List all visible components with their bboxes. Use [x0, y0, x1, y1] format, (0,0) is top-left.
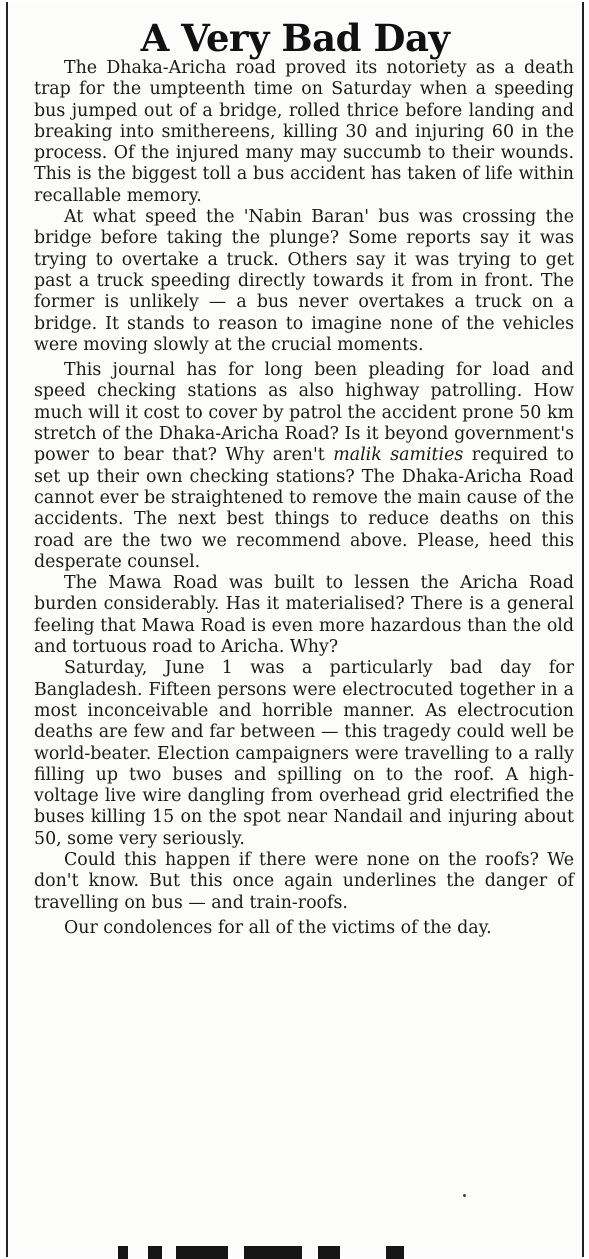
- italic-term: malik samities: [333, 445, 464, 466]
- print-speck: [463, 1194, 466, 1197]
- paragraph: Could this happen if there were none on the roofs? We don't know. But this once again underlines the danger of travelling on bus — and train-roofs.: [34, 849, 574, 913]
- editorial-body: [34, 58, 574, 939]
- paragraph: The Dhaka-Aricha road proved its notoriety as a death trap for the umpteenth time on Saturday when a speeding bus jumped out of a bridge, rolled thrice before landing and breaking into smithereens, killing 30 and injuring 60 in the process. Of the injured many may succumb to their wounds. This is the biggest toll a bus accident has taken of life within recallable memory.: [34, 58, 574, 206]
- paragraph: At what speed the 'Nabin Baran' bus was crossing the bridge before taking the plunge? Some reports say it was trying to overtake a truck. Others say it was trying to get past a truck speeding directly towards it from in front. The former is unlikely — a bus never overtakes a truck on a bridge. It stands to reason to imagine none of the vehicles were moving slowly at the crucial moments.: [34, 207, 574, 355]
- paragraph: The Mawa Road was built to lessen the Aricha Road burden considerably. Has it materialised? There is a general feeling that Mawa Road is even more hazardous than the old and tortuous road to Aricha. Why?: [34, 573, 574, 658]
- headline: A Very Bad Day: [140, 16, 450, 60]
- paragraph: Saturday, June 1 was a particularly bad day for Bangladesh. Fifteen persons were electrocuted together in a most inconceivable and horrible manner. As electrocution deaths are few and far between — this tragedy could well be world-beater. Election campaigners were travelling to a rally filling up two buses and spilling on to the roof. A high-voltage live wire dangling from overhead grid electrified the buses killing 15 on the spot near Nandail and injuring about 50, some very seriously.: [34, 658, 574, 849]
- paragraph: This journal has for long been pleading for load and speed checking stations as also highway patrolling. How much will it cost to cover by patrol the accident prone 50 km stretch of the Dhaka-Aricha Road? Is it beyond government's power to bear that? Why aren't malik samities required to set up their own checking stations? The Dhaka-Aricha Road cannot ever be straightened to remove the main cause of the accidents. The next best things to reduce deaths on this road are the two we recommend above. Please, heed this desperate counsel.: [34, 360, 574, 572]
- next-headline-cutoff: [118, 1246, 448, 1259]
- paragraph: Our condolences for all of the victims of the day.: [64, 917, 492, 938]
- newspaper-clipping: [6, 2, 584, 1257]
